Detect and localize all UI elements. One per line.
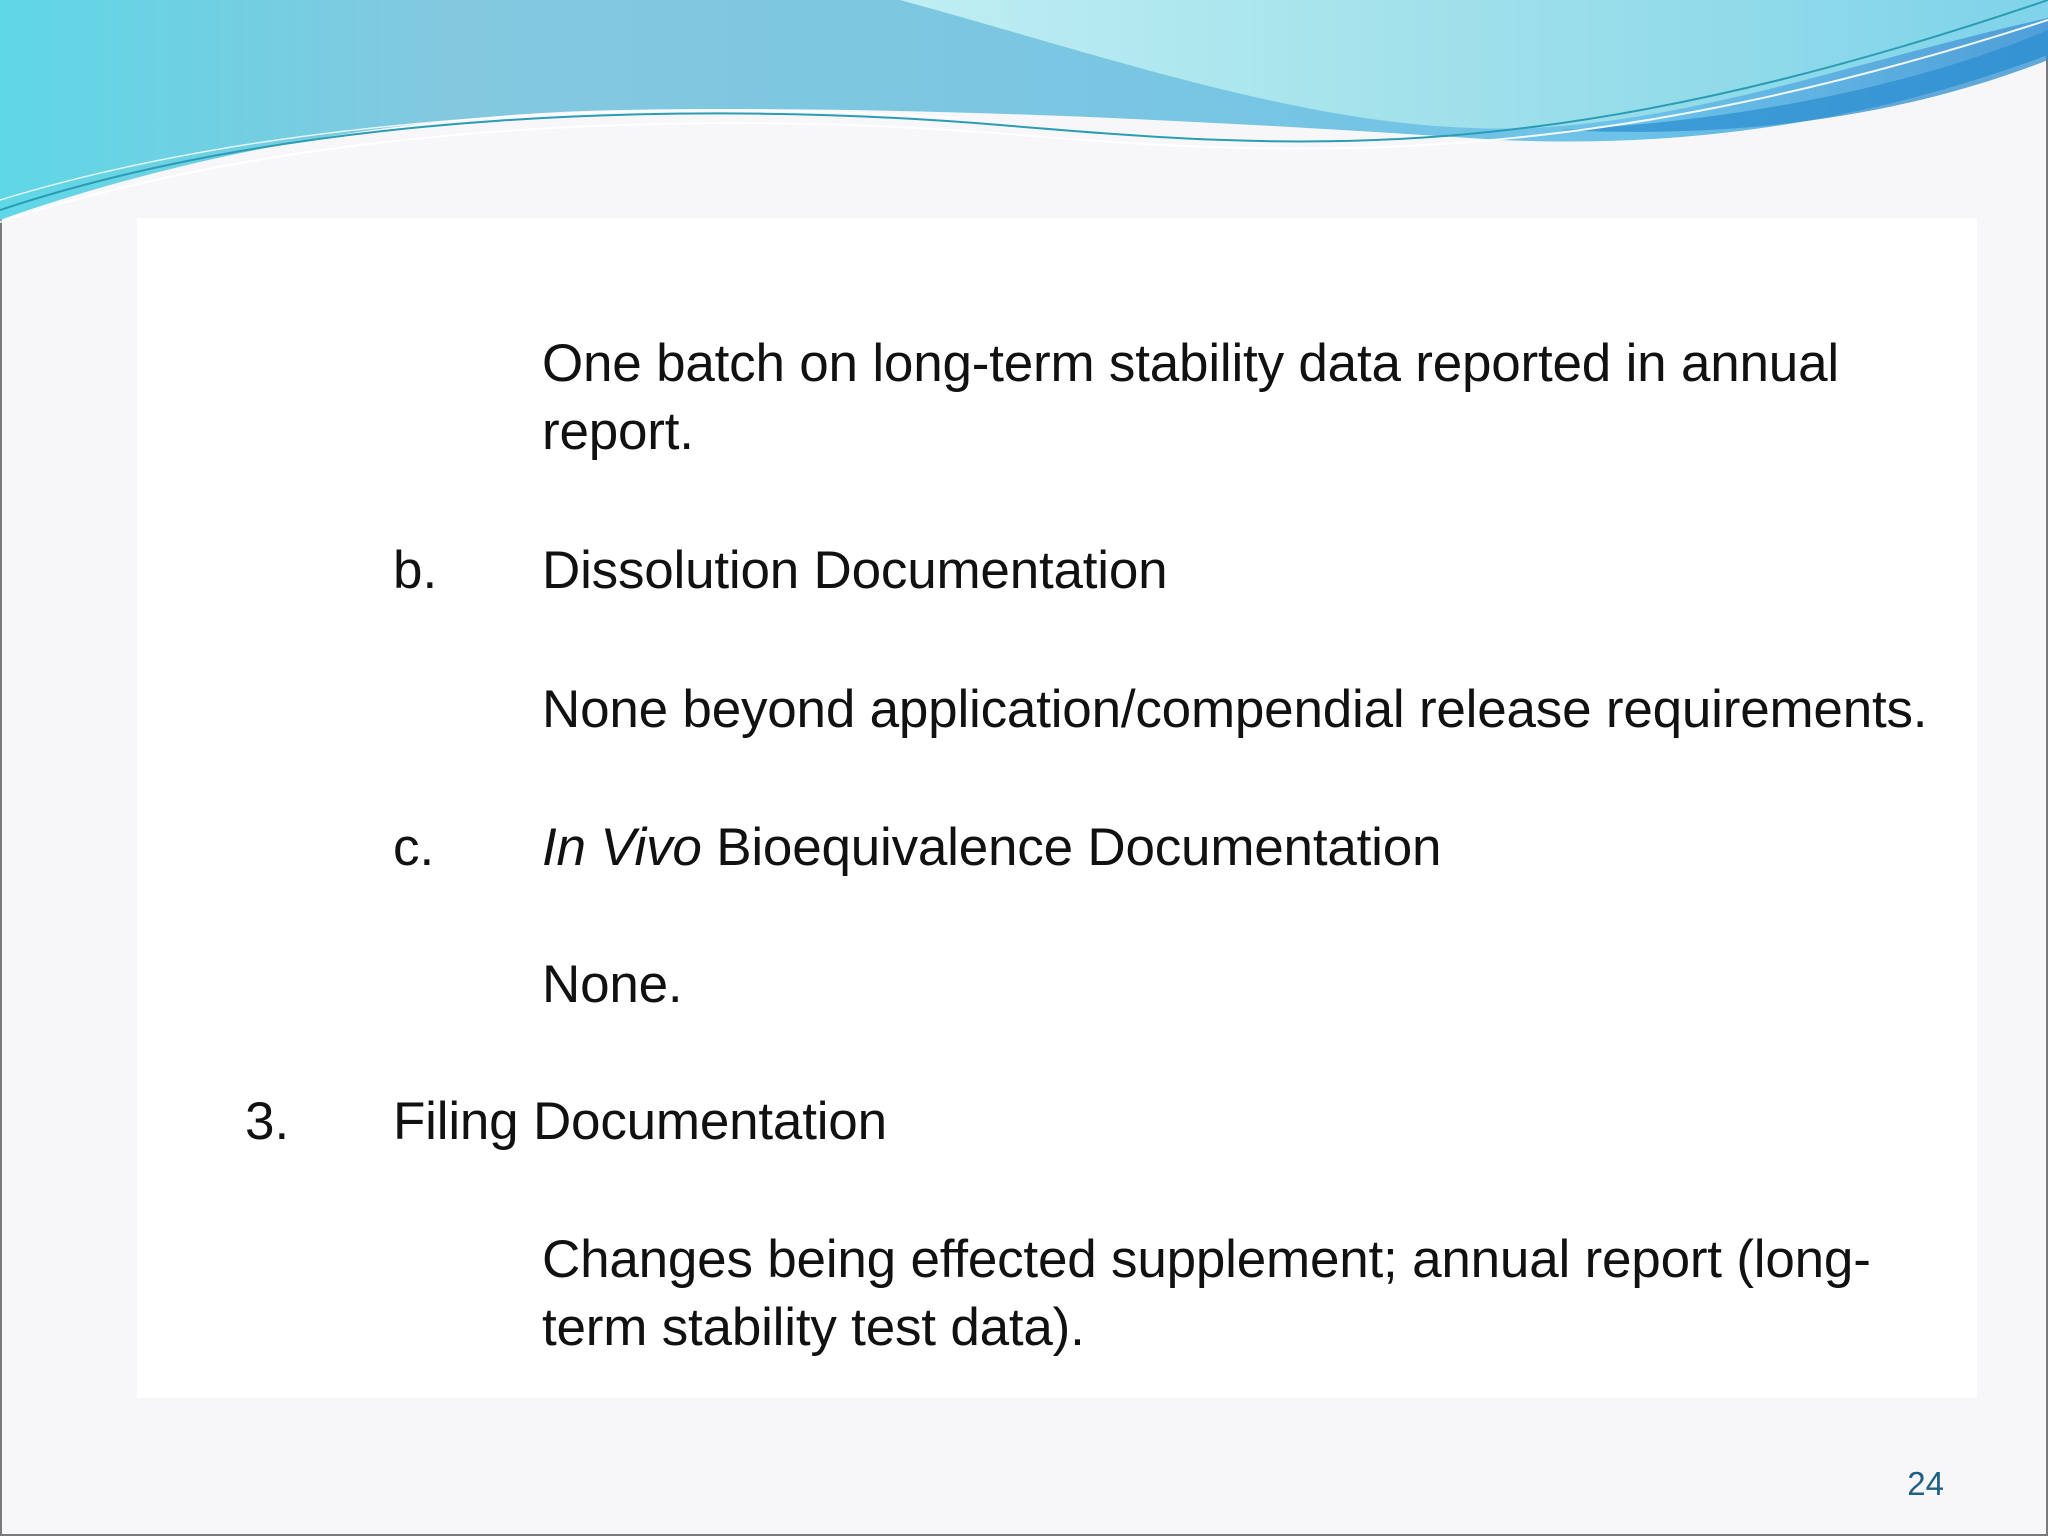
paragraph-line: report. — [542, 402, 694, 461]
item-3-body-line: term stability test data). — [542, 1298, 1085, 1357]
item-c-heading — [542, 814, 1441, 882]
item-3-body-line: Changes being effected supplement; annual report (long- — [542, 1230, 1871, 1289]
list-marker-b: b. — [393, 541, 438, 600]
header-wave-decoration — [0, 0, 2048, 240]
list-marker-3: 3. — [245, 1092, 290, 1151]
item-b-body: None beyond application/compendial release requirements. — [542, 680, 1928, 739]
list-marker-c: c. — [393, 818, 435, 877]
item-b-heading: Dissolution Documentation — [542, 541, 1168, 600]
item-c-heading-italic: In Vivo — [542, 818, 702, 877]
item-c-body: None. — [542, 955, 683, 1014]
item-3-heading: Filing Documentation — [393, 1092, 887, 1151]
page-number: 24 — [1907, 1465, 1944, 1502]
item-c-heading-rest: Bioequivalence Documentation — [701, 818, 1442, 877]
paragraph-line: One batch on long-term stability data reported in annual — [542, 334, 1839, 393]
